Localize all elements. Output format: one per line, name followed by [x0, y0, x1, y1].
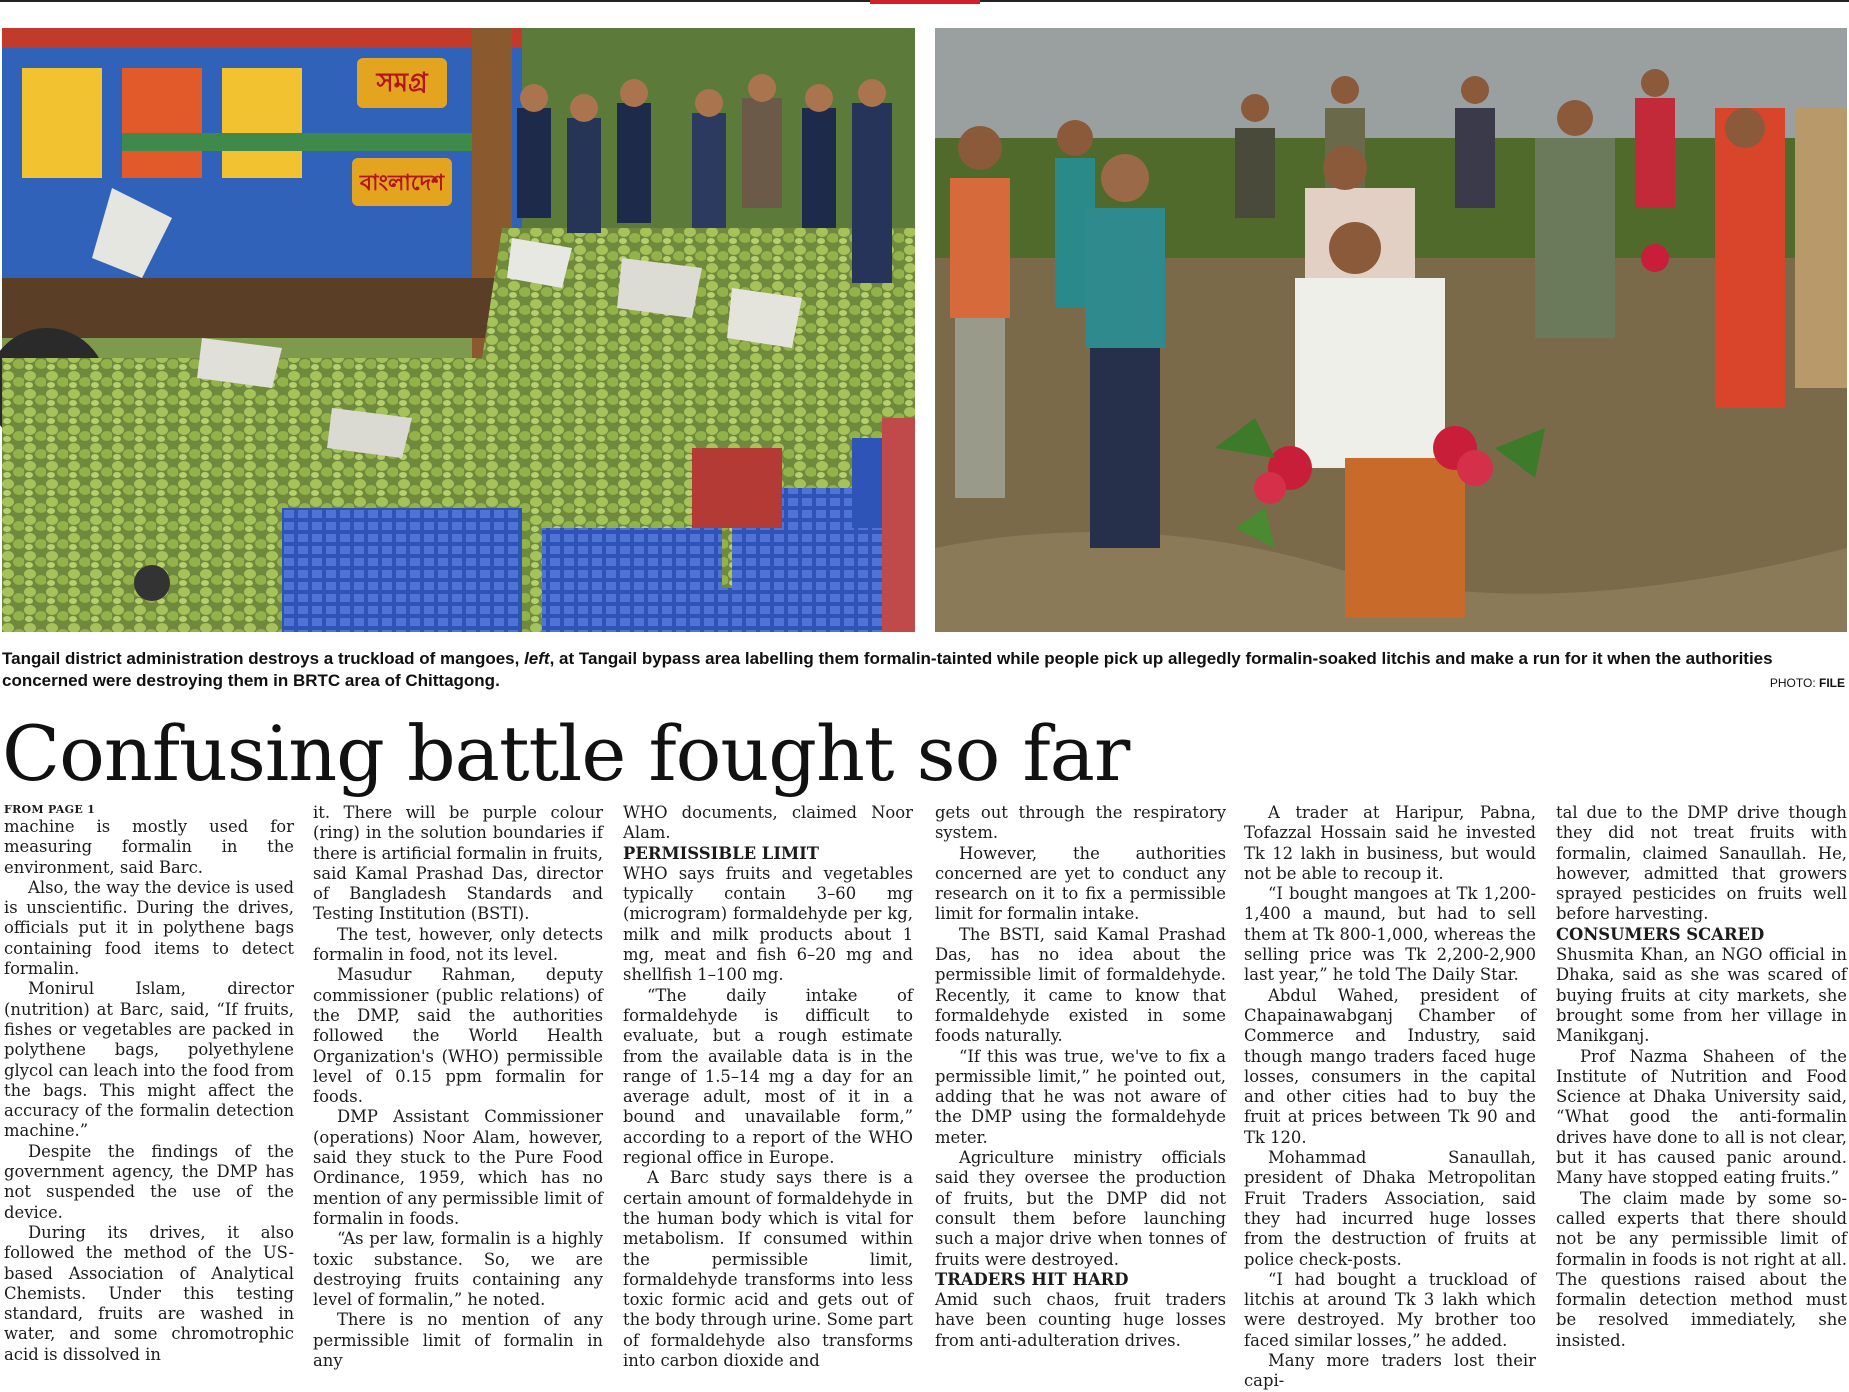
paragraph: Shusmita Khan, an NGO official in Dhaka, said as she was scared of buying fruits at city markets, she brought some from her village in Manikganj.	[1556, 945, 1847, 1046]
article-column-1	[4, 803, 294, 1364]
truck-text-2: বাংলাদেশ	[359, 171, 445, 196]
paragraph: Despite the findings of the government agency, the DMP has not suspended the use of the device.	[4, 1141, 294, 1222]
photo-mango-truck	[2, 28, 915, 632]
paragraph: The BSTI, said Kamal Prashad Das, has no idea about the permissible limit of formaldehyde. Recently, it came to know that formaldehyde existed in some foods naturally.	[935, 924, 1226, 1046]
paragraph: The test, however, only detects formalin in food, not its level.	[313, 924, 603, 965]
paragraph: Abdul Wahed, president of Chapainawabganj Chamber of Commerce and Industry, said though mango traders faced huge losses, consumers in the capital and other cities had to buy the fruit at prices between Tk 90 and Tk 120.	[1244, 985, 1536, 1147]
credit-source: FILE	[1819, 676, 1845, 690]
paragraph: Amid such chaos, fruit traders have been counting huge losses from anti-adulteration drives.	[935, 1290, 1226, 1350]
paragraph: “If this was true, we've to fix a permissible limit,” he pointed out, adding that he was not aware of the DMP using the formaldehyde meter.	[935, 1046, 1226, 1147]
article-column-5	[1244, 803, 1536, 1391]
paragraph: WHO says fruits and vegetables typically contain 3–60 mg (microgram) formaldehyde per kg, milk and milk products about 1 mg, meat and fish 6–20 mg and shellfish 1–100 mg.	[623, 863, 913, 985]
litchi-scene-illustration	[935, 28, 1847, 632]
caption-part-1: Tangail district administration destroys a truckload of mangoes,	[2, 649, 525, 668]
paragraph: There is no mention of any permissible limit of formalin in any	[313, 1310, 603, 1371]
paragraph: A Barc study says there is a certain amount of formaldehyde in the human body which is vital for metabolism. If consumed within the permissible limit, formaldehyde transforms into less toxic formic acid and gets out of the body through urine. Some part of formaldehyde also transforms into carbon dioxide and	[623, 1168, 913, 1371]
paragraph: DMP Assistant Commissioner (operations) Noor Alam, however, said they stuck to the Pure Food Ordinance, 1959, which has no mention of any permissible limit of formalin in foods.	[313, 1107, 603, 1228]
article-column-6	[1556, 803, 1847, 1350]
paragraph: Agriculture ministry officials said they oversee the production of fruits, but the DMP did not consult them before launching such a major drive when tonnes of fruits were destroyed.	[935, 1148, 1226, 1269]
paragraph: Many more traders lost their capi-	[1244, 1351, 1536, 1391]
paragraph: WHO documents, claimed Noor Alam.	[623, 803, 913, 843]
article-column-2	[313, 803, 603, 1371]
headline: Confusing battle fought so far	[2, 709, 1130, 798]
from-page-label: FROM PAGE 1	[4, 803, 96, 816]
caption-left-word: left	[524, 649, 550, 668]
subhead-permissible-limit: PERMISSIBLE LIMIT	[623, 843, 820, 863]
photo-credit	[1770, 676, 1845, 690]
section-tag	[870, 0, 980, 4]
article-column-3	[623, 803, 913, 1371]
article-column-4	[935, 803, 1226, 1350]
paragraph: The claim made by some so-called experts that there should not be any permissible limit of formalin in foods is not right at all. The questions raised about the formalin detection method must be resolved immediately, she insisted.	[1556, 1188, 1847, 1350]
paragraph: machine is mostly used for measuring formalin in the environment, said Barc.	[4, 817, 294, 877]
paragraph: gets out through the respiratory system.	[935, 803, 1226, 843]
subhead-traders-hit-hard: TRADERS HIT HARD	[935, 1269, 1129, 1289]
paragraph: “As per law, formalin is a highly toxic substance. So, we are destroying fruits containing any level of formalin,” he noted.	[313, 1229, 603, 1310]
mango-truck-illustration	[2, 28, 915, 632]
caption-part-2: , at Tangail bypass area labelling them formalin-tainted while people pick up allegedly formalin-soaked litchis and make a run for it when the authorities concerned were destroying them in BRTC area of Chittagong.	[2, 649, 1773, 690]
paragraph: Monirul Islam, director (nutrition) at Barc, said, “If fruits, fishes or vegetables are packed in polythene bags, polyethylene glycol can leach into the food from the bags. This might affect the accuracy of the formalin detection machine.”	[4, 979, 294, 1141]
paragraph: tal due to the DMP drive though they did not treat fruits with formalin, claimed Sanaullah. He, however, admitted that growers sprayed pesticides on fruits well before harvesting.	[1556, 803, 1847, 924]
paragraph: “I bought mangoes at Tk 1,200-1,400 a maund, but had to sell them at Tk 800-1,000, whereas the selling price was Tk 2,200-2,900 last year,” he told The Daily Star.	[1244, 884, 1536, 985]
section-header-bar	[0, 0, 1849, 6]
paragraph: “The daily intake of formaldehyde is difficult to evaluate, but a rough estimate from the available data is in the range of 1.5–14 mg a day for an average adult, most of it in a bound and unavailable form,” according to a report of the WHO regional office in Europe.	[623, 985, 913, 1168]
paragraph: A trader at Haripur, Pabna, Tofazzal Hossain said he invested Tk 12 lakh in business, but would not be able to recoup it.	[1244, 803, 1536, 883]
photo-caption	[2, 648, 1847, 692]
paragraph: Masudur Rahman, deputy commissioner (public relations) of the DMP, said the authorities followed the World Health Organization's (WHO) permissible level of 0.15 ppm formalin for foods.	[313, 965, 603, 1107]
paragraph: During its drives, it also followed the method of the US-based Association of Analytical Chemists. Under this testing standard, fruits are washed in water, and some chromotrophic acid is dissolved in	[4, 1222, 294, 1364]
subhead-consumers-scared: CONSUMERS SCARED	[1556, 924, 1765, 944]
paragraph: “I had bought a truckload of litchis at around Tk 3 lakh which were destroyed. My brother too faced similar losses,” he added.	[1244, 1269, 1536, 1350]
paragraph: However, the authorities concerned are yet to conduct any research on it to fix a permissible limit for formalin intake.	[935, 843, 1226, 924]
paragraph: Prof Nazma Shaheen of the Institute of Nutrition and Food Science at Dhaka University said, “What good the anti-formalin drives have done to all is not clear, but it has caused panic around. Many have stopped eating fruits.”	[1556, 1046, 1847, 1188]
paragraph: Also, the way the device is used is unscientific. During the drives, officials put it in polythene bags containing food items to detect formalin.	[4, 877, 294, 979]
paragraph: Mohammad Sanaullah, president of Dhaka Metropolitan Fruit Traders Association, said they had incurred huge losses from the destruction of fruits at police check-posts.	[1244, 1148, 1536, 1269]
credit-label: PHOTO:	[1769, 676, 1819, 690]
photo-litchi-run	[935, 28, 1847, 632]
paragraph: it. There will be purple colour (ring) in the solution boundaries if there is artificial formalin in fruits, said Kamal Prashad Das, director of Bangladesh Standards and Testing Institution (BSTI).	[313, 803, 603, 924]
truck-text-1: সমগ্র	[376, 68, 428, 98]
